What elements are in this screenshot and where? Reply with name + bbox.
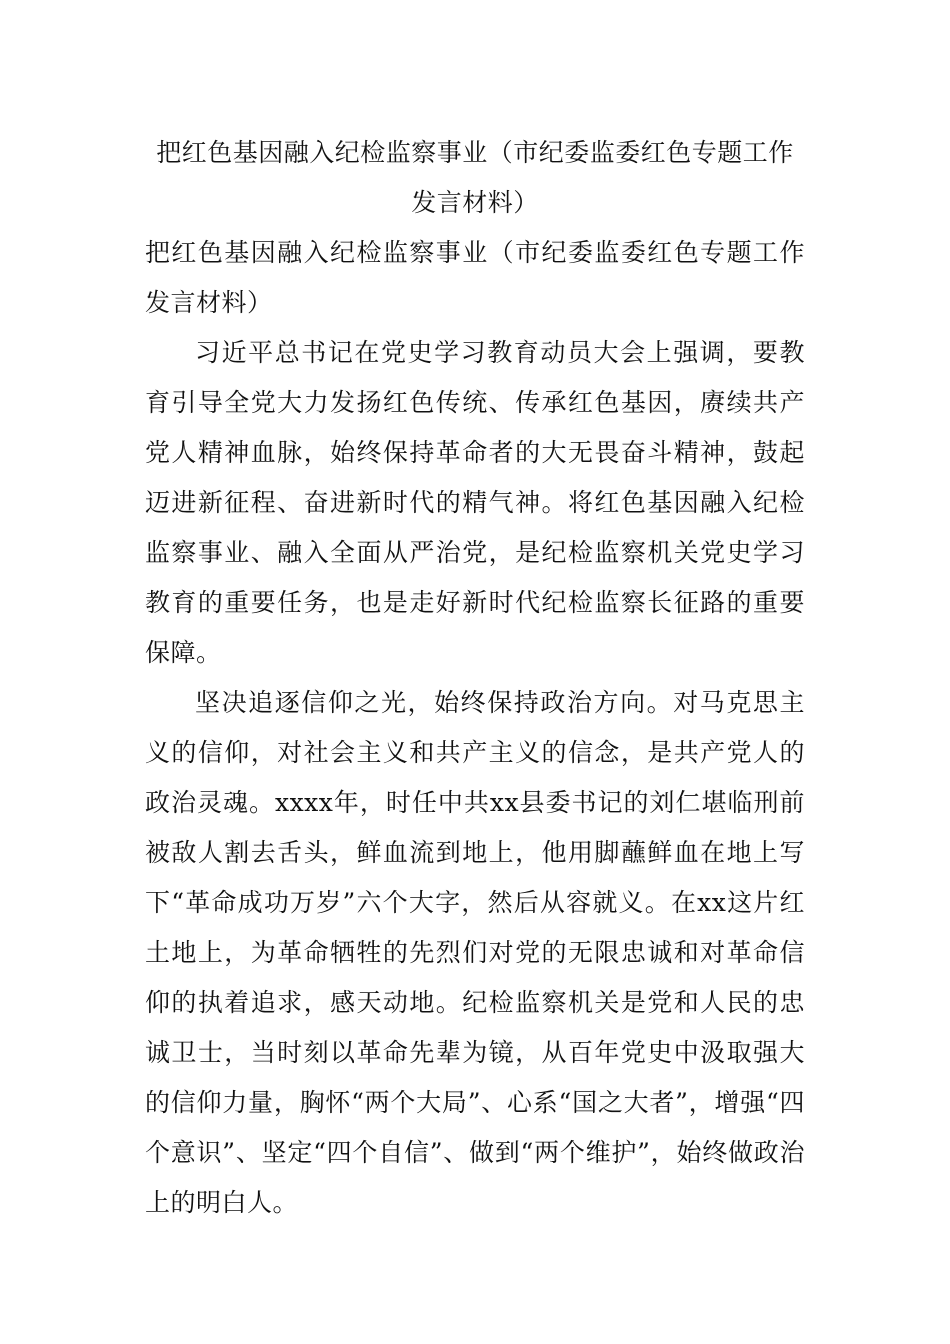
document-subtitle: 把红色基因融入纪检监察事业（市纪委监委红色专题工作发言材料） — [145, 238, 805, 317]
document-title: 把红色基因融入纪检监察事业（市纪委监委红色专题工作发言材料） — [156, 138, 794, 217]
document-page — [145, 128, 805, 1228]
paragraph-faith: 坚决追逐信仰之光，始终保持政治方向。对马克思主义的信仰，对社会主义和共产主义的信念，是共产党人的政治灵魂。xxxx年，时任中共xx县委书记的刘仁堪临刑前被敌人割去舌头，鲜血流到地上，他用脚蘸鲜血在地上写下“革命成功万岁”六个大字，然后从容就义。在xx这片红土地上，为革命牺牲的先烈们对党的无限忠诚和对革命信仰的执着追求，感天动地。纪检监察机关是党和人民的忠诚卫士，当时刻以革命先辈为镜，从百年党史中汲取强大的信仰力量，胸怀“两个大局”、心系“国之大者”，增强“四个意识”、坚定“四个自信”、做到“两个维护”，始终做政治上的明白人。 — [145, 688, 805, 1217]
paragraph-intro: 习近平总书记在党史学习教育动员大会上强调，要教育引导全党大力发扬红色传统、传承红色基因，赓续共产党人精神血脉，始终保持革命者的大无畏奋斗精神，鼓起迈进新征程、奋进新时代的精气神。将红色基因融入纪检监察事业、融入全面从严治党，是纪检监察机关党史学习教育的重要任务，也是走好新时代纪检监察长征路的重要保障。 — [145, 338, 805, 667]
